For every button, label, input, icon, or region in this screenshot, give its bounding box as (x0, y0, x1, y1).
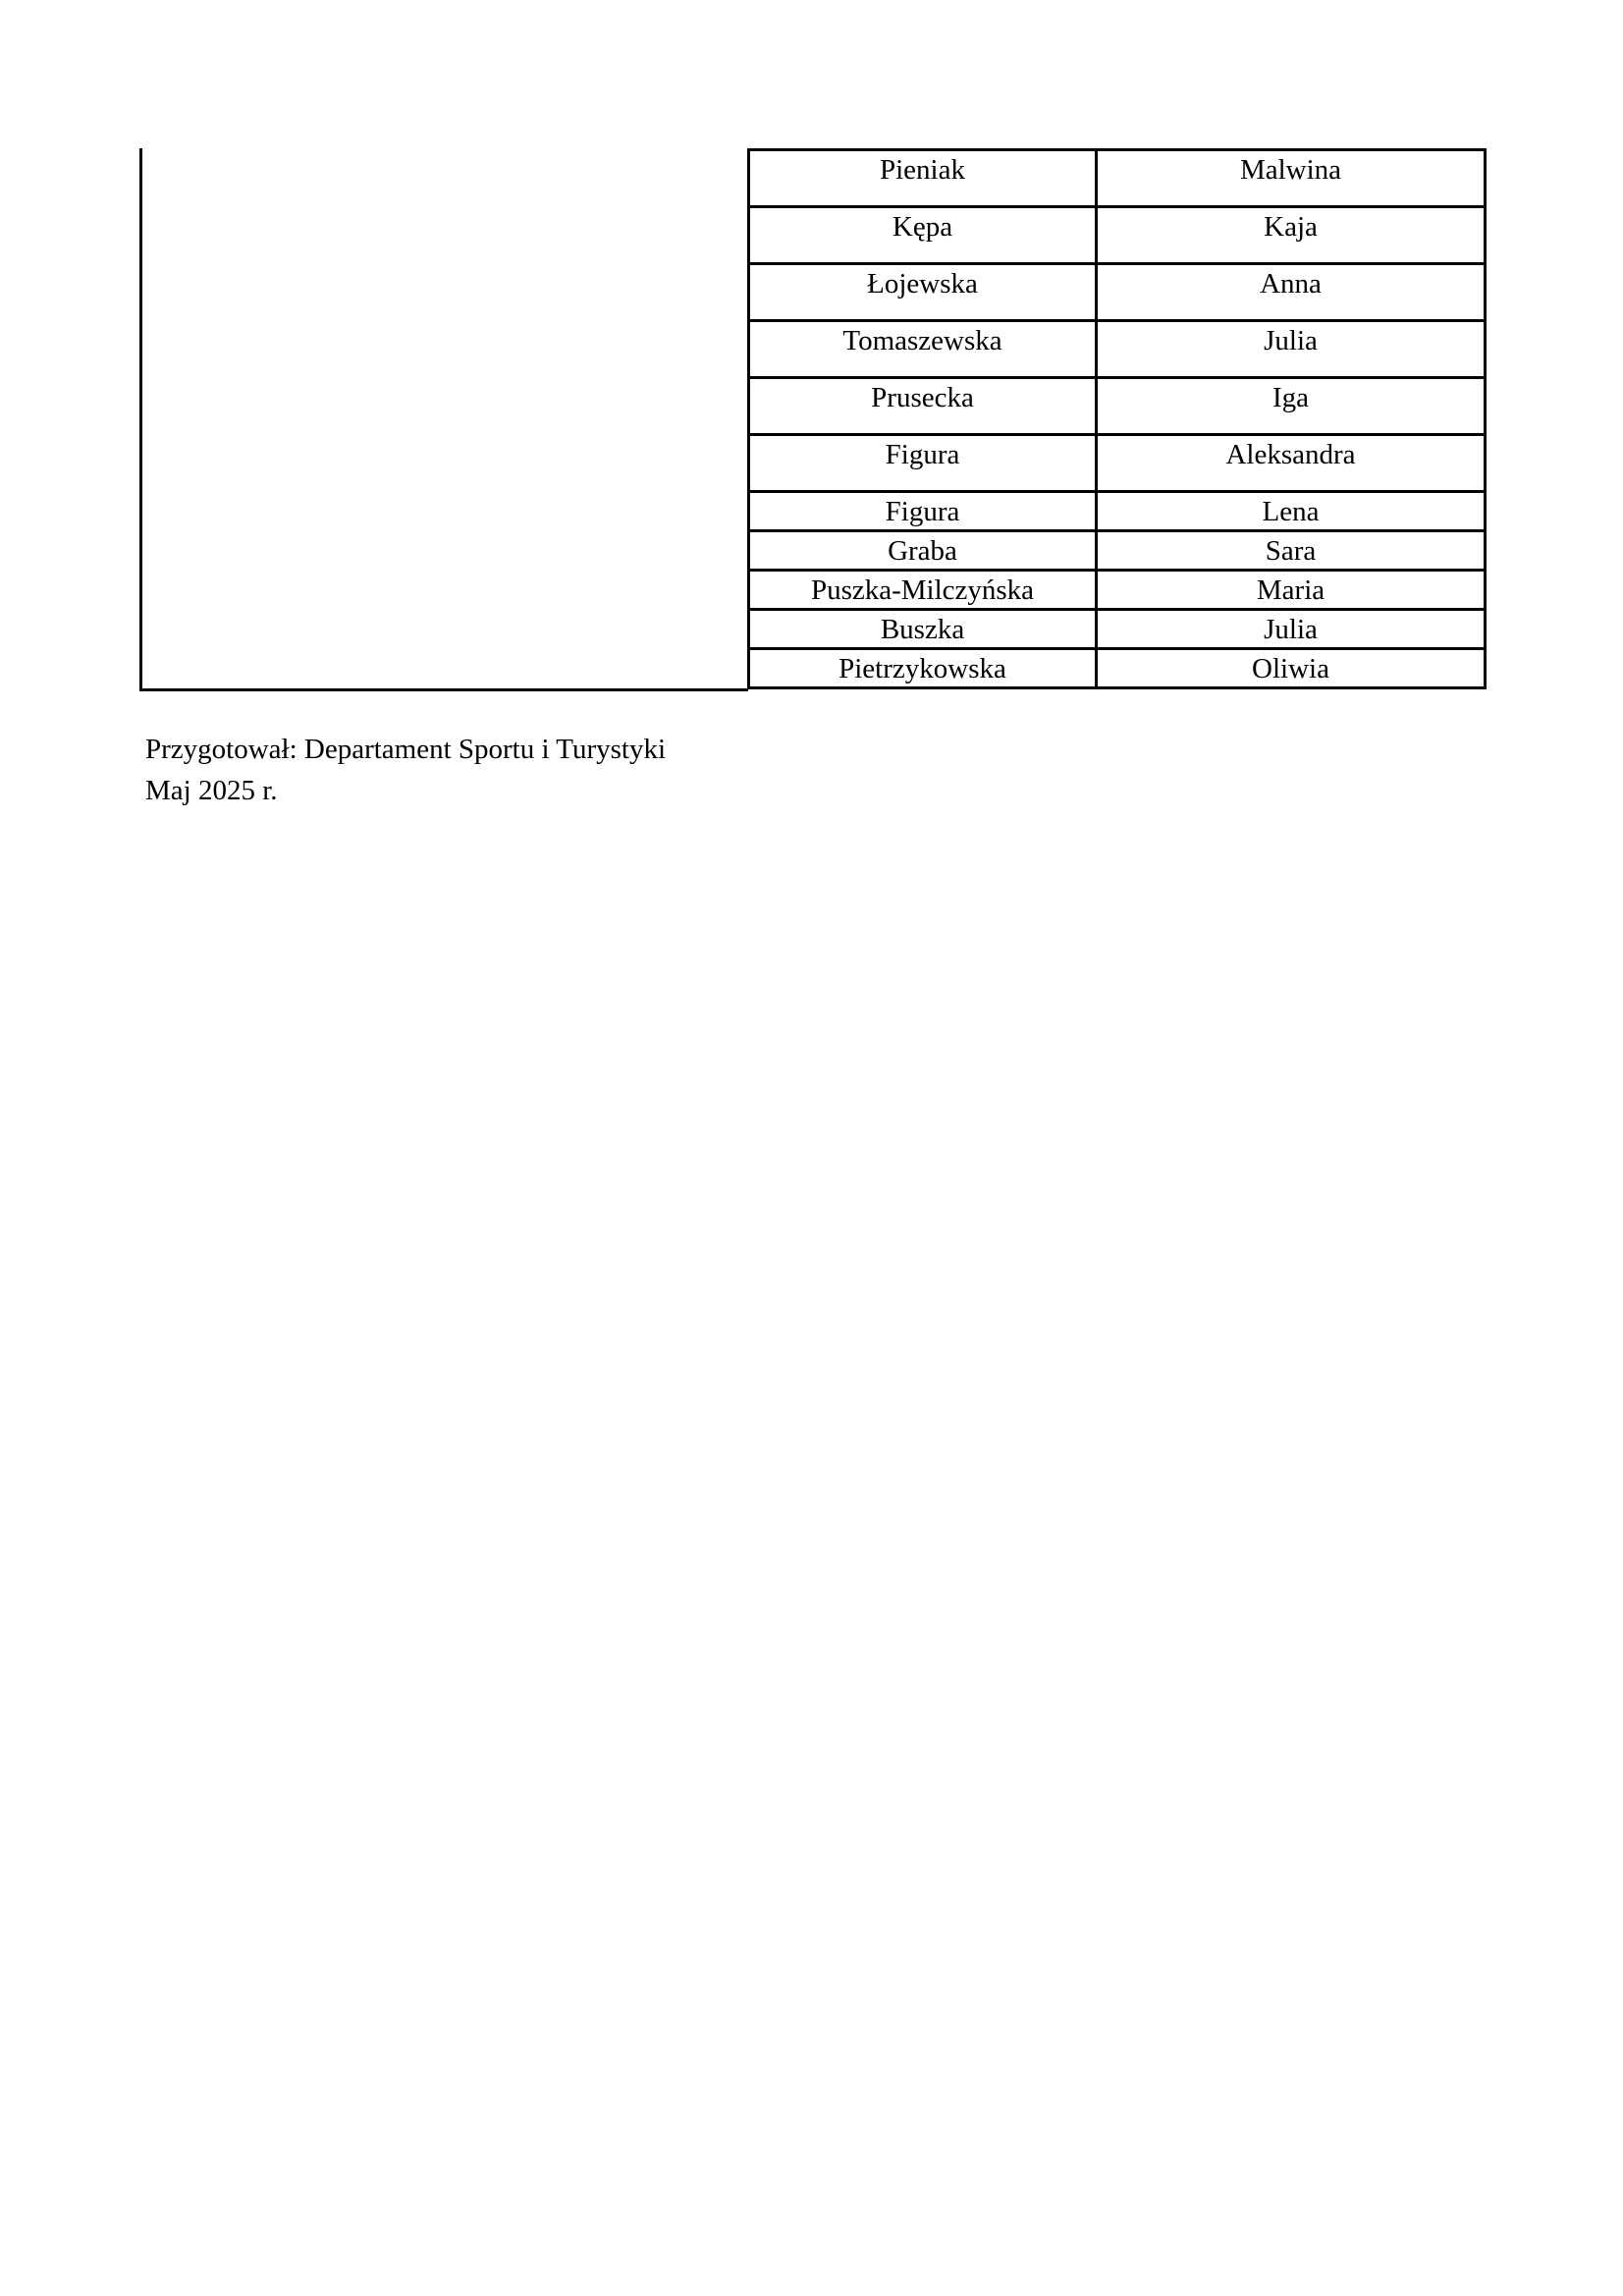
surname-cell: Figura (749, 492, 1097, 531)
table-row (749, 435, 1486, 492)
table-row (749, 531, 1486, 571)
first-name-cell: Maria (1097, 571, 1486, 610)
surname-cell: Pietrzykowska (749, 649, 1097, 688)
first-name-cell: Malwina (1097, 150, 1486, 207)
table-row (749, 649, 1486, 688)
prepared-by-line: Przygotował: Departament Sportu i Turystyki (145, 734, 667, 765)
date-line: Maj 2025 r. (145, 775, 278, 806)
surname-cell: Łojewska (749, 264, 1097, 321)
surname-cell: Kępa (749, 207, 1097, 264)
first-name-cell: Julia (1097, 610, 1486, 649)
surname-cell: Buszka (749, 610, 1097, 649)
table-row (749, 571, 1486, 610)
surname-cell: Prusecka (749, 378, 1097, 435)
first-name-cell: Lena (1097, 492, 1486, 531)
table-row (749, 610, 1486, 649)
first-name-cell: Sara (1097, 531, 1486, 571)
table-row (749, 207, 1486, 264)
first-name-cell: Anna (1097, 264, 1486, 321)
first-name-cell: Iga (1097, 378, 1486, 435)
surname-cell: Pieniak (749, 150, 1097, 207)
surname-cell: Figura (749, 435, 1097, 492)
document-footer (145, 729, 666, 811)
table-row (749, 264, 1486, 321)
table-row (749, 321, 1486, 378)
first-name-cell: Aleksandra (1097, 435, 1486, 492)
first-name-cell: Kaja (1097, 207, 1486, 264)
table-row (749, 492, 1486, 531)
surname-cell: Tomaszewska (749, 321, 1097, 378)
table-row (749, 378, 1486, 435)
surname-cell: Puszka-Milczyńska (749, 571, 1097, 610)
surname-cell: Graba (749, 531, 1097, 571)
first-name-cell: Julia (1097, 321, 1486, 378)
merged-category-cell (139, 148, 748, 691)
first-name-cell: Oliwia (1097, 649, 1486, 688)
table-row (749, 150, 1486, 207)
athletes-table (747, 148, 1487, 689)
